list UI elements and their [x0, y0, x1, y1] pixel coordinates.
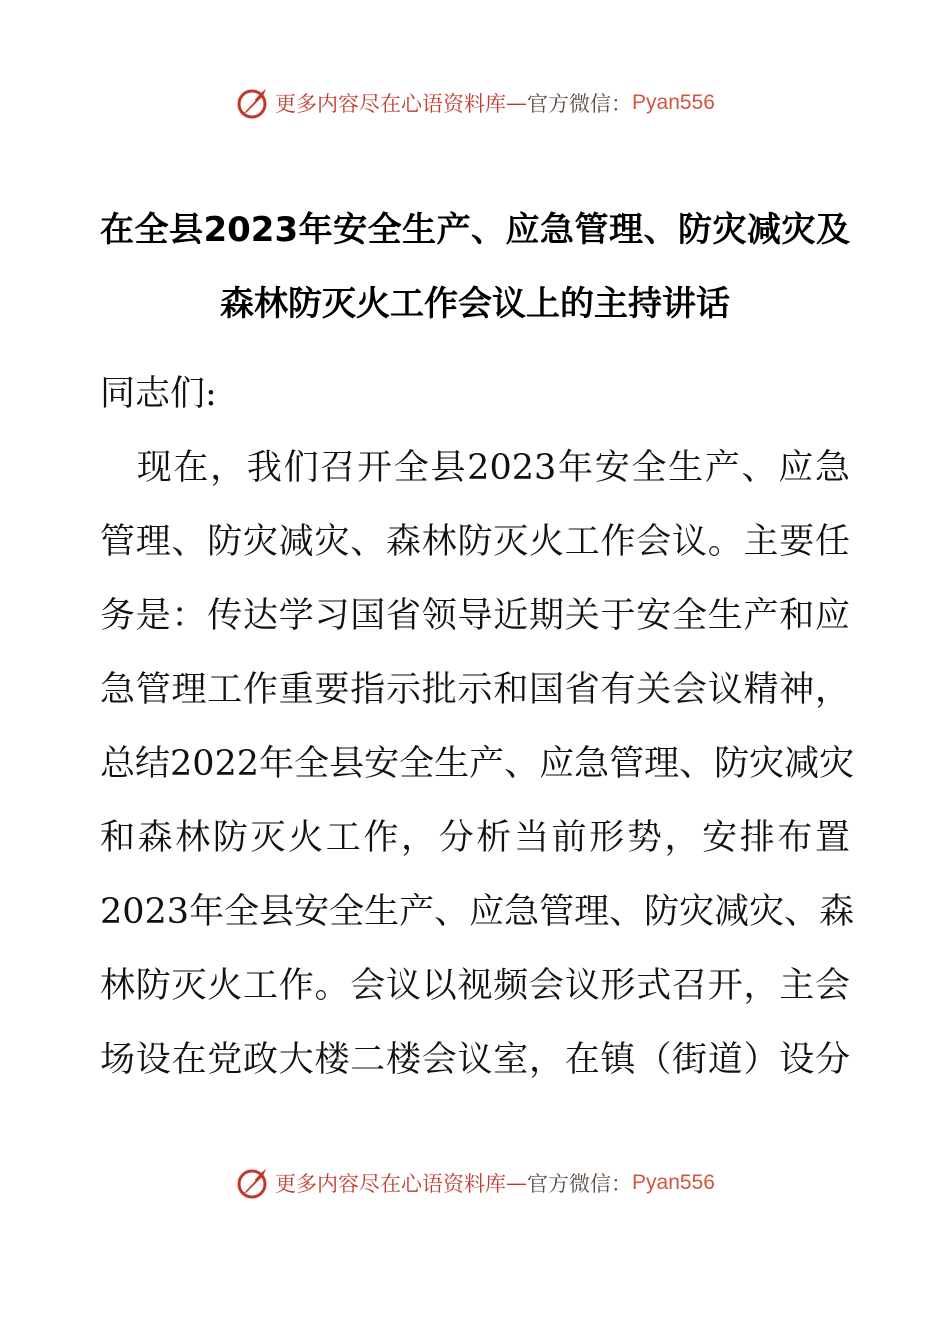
body-line: 林防灭火工作。会议以视频会议形式召开，主会 [100, 966, 850, 1006]
banner-wechat-label: 官方微信： [527, 92, 633, 116]
document-title-line-2: 森林防灭火工作会议上的主持讲话 [220, 284, 730, 324]
banner-dash: — [506, 91, 528, 115]
quill-logo-icon [235, 1165, 271, 1201]
banner-wechat-label: 官方微信： [527, 1172, 633, 1196]
header-watermark [0, 83, 950, 123]
salutation: 同志们: [100, 374, 217, 414]
body-line: 急管理工作重要指示批示和国省有关会议精神， [100, 670, 850, 710]
body-line: 现在，我们召开全县2023年安全生产、应急 [100, 448, 850, 488]
banner-wechat-id: Pyan556 [632, 91, 715, 114]
document-title-line-1: 在全县2023年安全生产、应急管理、防灾减灾及 [100, 210, 850, 250]
body-line: 管理、防灾减灾、森林防灭火工作会议。主要任 [100, 522, 850, 562]
body-line: 场设在党政大楼二楼会议室，在镇（街道）设分 [100, 1040, 850, 1080]
quill-logo-icon [235, 85, 271, 121]
body-line: 务是：传达学习国省领导近期关于安全生产和应 [100, 596, 850, 636]
banner-text: 更多内容尽在心语资料库 [275, 92, 507, 116]
body-line: 2023年全县安全生产、应急管理、防灾减灾、森 [100, 892, 855, 932]
banner-wechat-id: Pyan556 [632, 1171, 715, 1194]
banner-dash: — [506, 1171, 528, 1195]
footer-watermark [0, 1163, 950, 1203]
banner-text: 更多内容尽在心语资料库 [275, 1172, 507, 1196]
body-line: 总结2022年全县安全生产、应急管理、防灾减灾 [100, 744, 855, 784]
body-line: 和森林防灭火工作，分析当前形势，安排布置 [100, 818, 850, 858]
